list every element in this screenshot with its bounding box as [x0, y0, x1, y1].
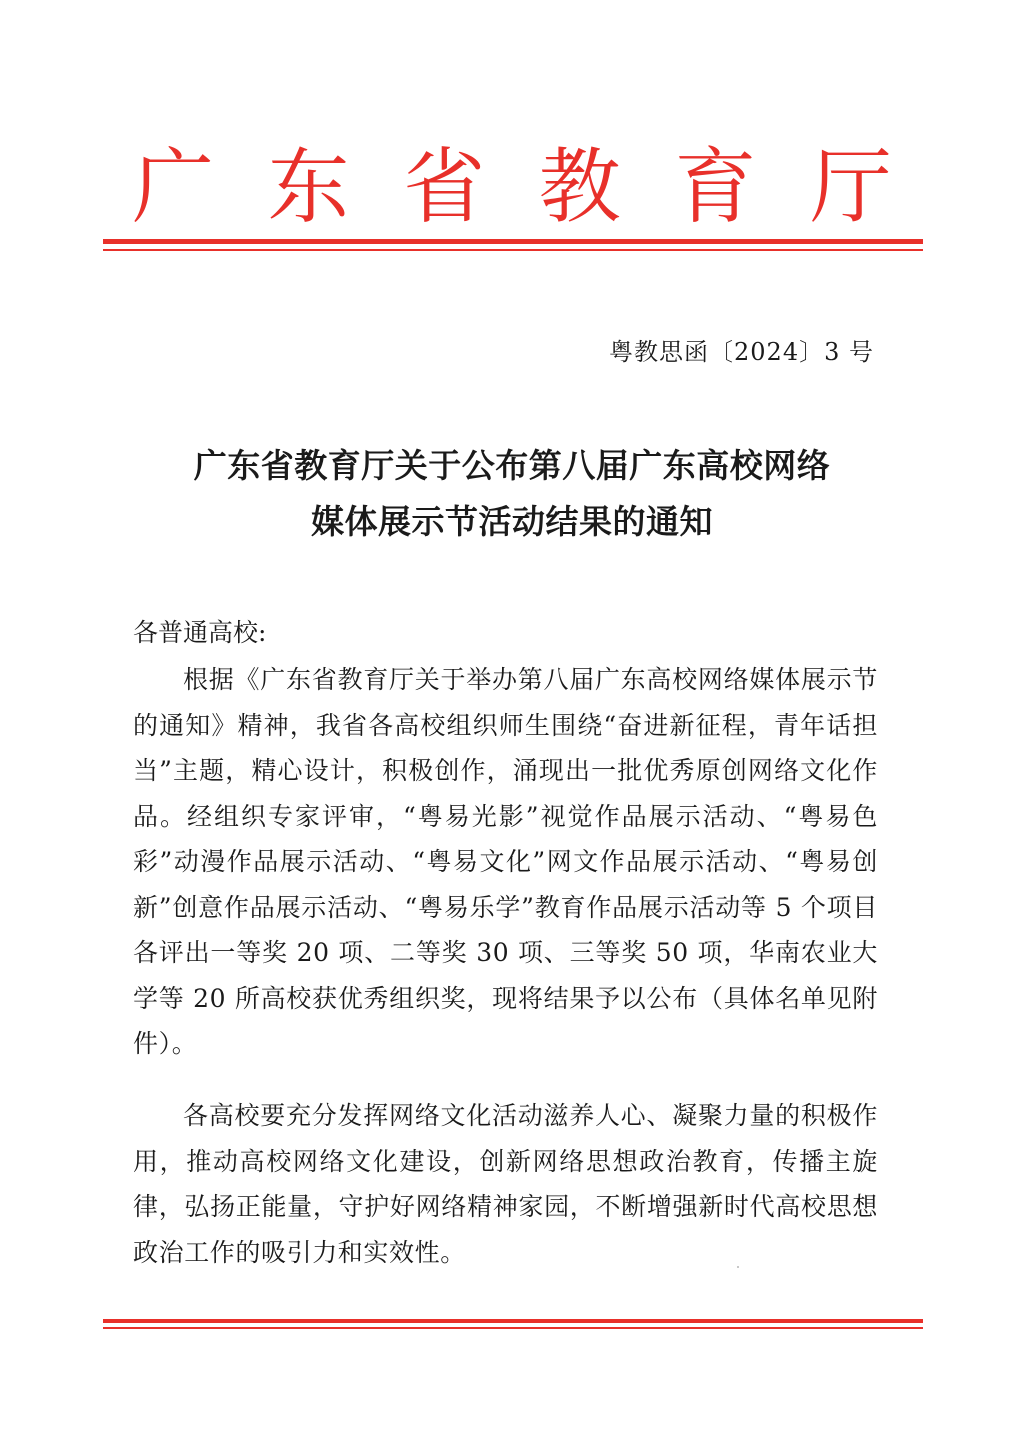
- masthead-char: 教: [538, 140, 621, 235]
- masthead-char: 厅: [809, 140, 892, 235]
- masthead-char: 广: [132, 140, 215, 235]
- body-paragraph: 根据《广东省教育厅关于举办第八届广东高校网络媒体展示节的通知》精神，我省各高校组织师生围绕“奋进新征程，青年话担当”主题，精心设计，积极创作，涌现出一批优秀原创网络文化作品。经组织专家评审，“粤易光影”视觉作品展示活动、“粤易色彩”动漫作品展示活动、“粤易文化”网文作品展示活动、“粤易创新”创意作品展示活动、“粤易乐学”教育作品展示活动等 5 个项目各评出一等奖 20 项、二等奖 30 项、三等奖 50 项，华南农业大学等 20 所高校获优秀组织奖，现将结果予以公布（具体名单见附件）。: [133, 665, 878, 1058]
- footer-divider-thin: [103, 1327, 923, 1329]
- salutation: 各普通高校:: [133, 618, 267, 647]
- body-paragraph-block: [133, 1093, 878, 1275]
- masthead-divider-thin: [103, 249, 923, 251]
- masthead-char: 省: [403, 140, 486, 235]
- masthead-divider-thick: [103, 239, 923, 244]
- document-title: [100, 438, 924, 550]
- footer-divider-thick: [103, 1319, 923, 1323]
- body-paragraph-block: [133, 657, 878, 1067]
- document-number: 粤教思函〔2024〕3 号: [609, 338, 874, 366]
- body-paragraph: 各高校要充分发挥网络文化活动滋养人心、凝聚力量的积极作用，推动高校网络文化建设，创新网络思想政治教育，传播主旋律，弘扬正能量，守护好网络精神家园，不断增强新时代高校思想政治工作的吸引力和实效性。: [133, 1101, 878, 1267]
- document-title-line: 媒体展示节活动结果的通知: [311, 502, 713, 541]
- masthead-char: 东: [267, 140, 350, 235]
- masthead-char: 育: [674, 140, 757, 235]
- document-title-line: 广东省教育厅关于公布第八届广东高校网络: [193, 446, 831, 485]
- scan-speck: [737, 1266, 739, 1268]
- masthead: [132, 140, 892, 236]
